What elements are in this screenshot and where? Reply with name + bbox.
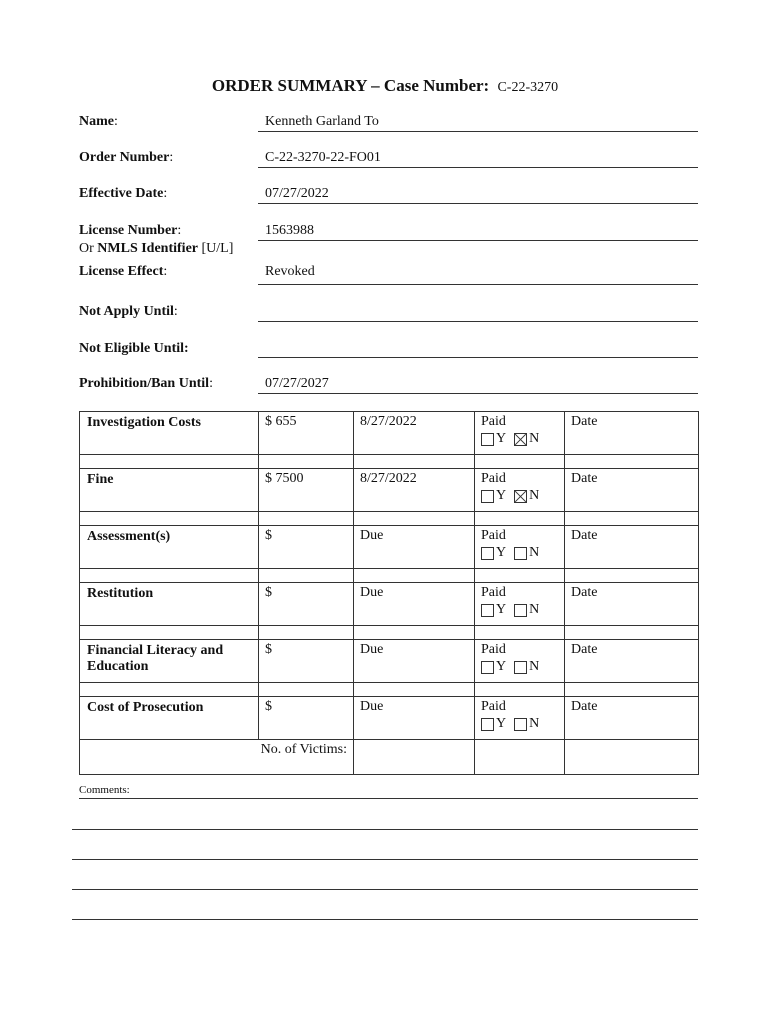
order-number-value: C-22-3270-22-FO01 xyxy=(265,150,381,165)
table-spacer-row xyxy=(80,683,699,697)
no-label: N xyxy=(529,716,540,731)
prohibition-ban-until-label: Prohibition/Ban Until: xyxy=(79,376,213,391)
paid-yn xyxy=(481,431,558,447)
cost-amount: $ xyxy=(259,526,354,569)
paid-yn xyxy=(481,602,558,618)
cost-item: Assessment(s) xyxy=(80,526,259,569)
not-eligible-until-rule xyxy=(258,357,698,358)
no-label: N xyxy=(529,431,540,446)
nmls-identifier-label: Or NMLS Identifier [U/L] xyxy=(79,241,234,256)
paid-label: Paid xyxy=(481,414,506,429)
cost-item: Restitution xyxy=(80,583,259,626)
costs-table xyxy=(79,411,699,775)
comments-rule xyxy=(72,859,698,860)
table-row xyxy=(80,526,699,569)
cost-amount: $ xyxy=(259,697,354,740)
yes-label: Y xyxy=(496,716,507,731)
table-row xyxy=(80,640,699,683)
not-apply-until-rule xyxy=(258,321,698,322)
table-cell xyxy=(565,740,699,775)
date-cell: Date xyxy=(565,640,699,683)
cost-item: Financial Literacy and Education xyxy=(80,640,259,683)
paid-cell xyxy=(475,526,565,569)
table-spacer-row xyxy=(80,455,699,469)
cost-amount: $ xyxy=(259,640,354,683)
table-cell xyxy=(475,512,565,526)
table-cell xyxy=(259,626,354,640)
paid-yes-checkbox[interactable] xyxy=(481,661,494,674)
paid-no-checkbox[interactable] xyxy=(514,661,527,674)
comments-label: Comments: xyxy=(79,784,130,796)
effective-date-label: Effective Date: xyxy=(79,186,168,201)
yes-label: Y xyxy=(496,545,507,560)
no-label: N xyxy=(529,659,540,674)
name-label: Name: xyxy=(79,114,118,129)
date-cell: Date xyxy=(565,526,699,569)
victims-value xyxy=(354,740,475,775)
table-cell xyxy=(80,569,259,583)
paid-yn xyxy=(481,488,558,504)
comments-rule xyxy=(72,829,698,830)
paid-cell xyxy=(475,697,565,740)
table-cell xyxy=(259,512,354,526)
table-cell xyxy=(259,569,354,583)
case-number: C-22-3270 xyxy=(497,80,559,95)
table-cell xyxy=(354,569,475,583)
paid-label: Paid xyxy=(481,528,506,543)
table-cell xyxy=(565,569,699,583)
no-label: N xyxy=(529,545,540,560)
table-cell xyxy=(80,626,259,640)
paid-yn xyxy=(481,659,558,675)
date-cell: Date xyxy=(565,412,699,455)
paid-no-checkbox[interactable] xyxy=(514,547,527,560)
not-apply-until-label: Not Apply Until: xyxy=(79,304,178,319)
table-row xyxy=(80,697,699,740)
yes-label: Y xyxy=(496,602,507,617)
paid-label: Paid xyxy=(481,642,506,657)
paid-cell xyxy=(475,640,565,683)
effective-date-value: 07/27/2022 xyxy=(265,186,329,201)
cost-amount: $ 655 xyxy=(259,412,354,455)
table-cell xyxy=(475,455,565,469)
paid-yn xyxy=(481,716,558,732)
table-cell xyxy=(565,512,699,526)
paid-no-checkbox[interactable] xyxy=(514,490,527,503)
title-text: ORDER SUMMARY – Case Number: xyxy=(211,76,490,95)
license-effect-rule xyxy=(258,284,698,285)
paid-yes-checkbox[interactable] xyxy=(481,604,494,617)
cost-due: Due xyxy=(354,526,475,569)
paid-cell xyxy=(475,583,565,626)
cost-item: Investigation Costs xyxy=(80,412,259,455)
table-row xyxy=(80,469,699,512)
order-number-rule xyxy=(258,167,698,168)
prohibition-ban-until-rule xyxy=(258,393,698,394)
table-spacer-row xyxy=(80,626,699,640)
date-cell: Date xyxy=(565,469,699,512)
not-eligible-until-label: Not Eligible Until: xyxy=(79,341,189,356)
license-effect-label: License Effect: xyxy=(79,264,168,279)
victims-label: No. of Victims: xyxy=(80,740,354,775)
table-cell xyxy=(259,455,354,469)
cost-item: Fine xyxy=(80,469,259,512)
comments-rule xyxy=(72,919,698,920)
paid-yes-checkbox[interactable] xyxy=(481,547,494,560)
cost-item: Cost of Prosecution xyxy=(80,697,259,740)
effective-date-rule xyxy=(258,203,698,204)
table-cell xyxy=(475,683,565,697)
table-cell xyxy=(354,512,475,526)
page-title xyxy=(0,76,770,96)
no-label: N xyxy=(529,488,540,503)
license-number-rule xyxy=(258,240,698,241)
paid-yn xyxy=(481,545,558,561)
comments-rule xyxy=(72,889,698,890)
paid-no-checkbox[interactable] xyxy=(514,604,527,617)
cost-due: Due xyxy=(354,583,475,626)
license-number-label: License Number: xyxy=(79,223,182,238)
paid-label: Paid xyxy=(481,471,506,486)
table-row xyxy=(80,583,699,626)
table-cell xyxy=(565,626,699,640)
prohibition-ban-until-value: 07/27/2027 xyxy=(265,376,329,391)
table-cell xyxy=(259,683,354,697)
paid-no-checkbox[interactable] xyxy=(514,718,527,731)
paid-cell xyxy=(475,412,565,455)
cost-amount: $ 7500 xyxy=(259,469,354,512)
table-cell xyxy=(354,626,475,640)
yes-label: Y xyxy=(496,659,507,674)
table-cell xyxy=(80,512,259,526)
paid-cell xyxy=(475,469,565,512)
table-cell xyxy=(80,683,259,697)
no-label: N xyxy=(529,602,540,617)
table-cell xyxy=(475,569,565,583)
date-cell: Date xyxy=(565,697,699,740)
name-rule xyxy=(258,131,698,132)
license-effect-value: Revoked xyxy=(265,264,315,279)
table-cell xyxy=(565,683,699,697)
yes-label: Y xyxy=(496,488,507,503)
cost-due: Due xyxy=(354,640,475,683)
table-cell xyxy=(80,455,259,469)
license-number-value: 1563988 xyxy=(265,223,314,238)
table-cell xyxy=(354,455,475,469)
name-value: Kenneth Garland To xyxy=(265,114,379,129)
table-cell xyxy=(565,455,699,469)
table-spacer-row xyxy=(80,569,699,583)
paid-yes-checkbox[interactable] xyxy=(481,433,494,446)
paid-yes-checkbox[interactable] xyxy=(481,718,494,731)
paid-yes-checkbox[interactable] xyxy=(481,490,494,503)
table-spacer-row xyxy=(80,512,699,526)
table-row xyxy=(80,412,699,455)
cost-due: 8/27/2022 xyxy=(354,469,475,512)
cost-amount: $ xyxy=(259,583,354,626)
date-cell: Date xyxy=(565,583,699,626)
table-cell xyxy=(475,626,565,640)
order-number-label: Order Number: xyxy=(79,150,174,165)
yes-label: Y xyxy=(496,431,507,446)
cost-due: Due xyxy=(354,697,475,740)
paid-label: Paid xyxy=(481,585,506,600)
paid-label: Paid xyxy=(481,699,506,714)
cost-due: 8/27/2022 xyxy=(354,412,475,455)
comments-rule xyxy=(79,798,698,799)
victims-row xyxy=(80,740,699,775)
table-cell xyxy=(475,740,565,775)
paid-no-checkbox[interactable] xyxy=(514,433,527,446)
table-cell xyxy=(354,683,475,697)
